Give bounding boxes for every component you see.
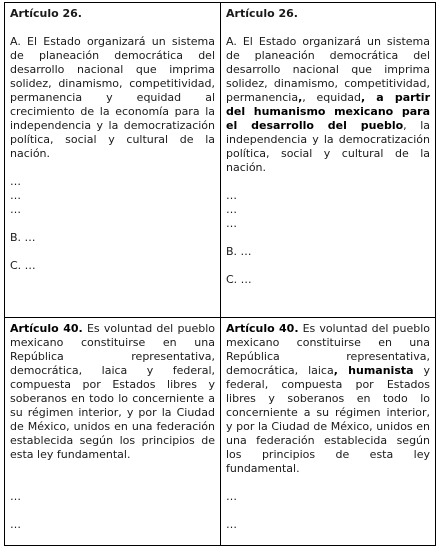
article-40-current-cell xyxy=(5,318,221,545)
article-26-para-a-right-text-3: , la independencia y la democratización política, social y cultural de la nación. xyxy=(226,119,430,174)
article-26-para-a-left: A. El Estado organizará un sistema de planeación democrática del desarrollo nacional que imprima solidez, dinamismo, competitividad, permanencia y equidad al crecimiento de la economía para la independencia y la democratización política, social y cultural de la nación. xyxy=(10,35,215,160)
article-40-added-text: , humanista xyxy=(333,364,414,377)
article-26-added-text: , a partir del humanismo mexicano para el desarrollo del pueblo xyxy=(226,91,430,132)
ellipsis-line: … xyxy=(226,203,237,216)
comma-bold: , xyxy=(298,91,303,104)
ellipsis-line: … xyxy=(226,518,237,531)
ellipsis-line: … xyxy=(226,217,237,230)
article-26-proposed-cell xyxy=(221,3,435,318)
article-26-heading-left: Artículo 26. xyxy=(10,7,82,20)
article-26-heading-right: Artículo 26. xyxy=(226,7,298,20)
article-40-proposed-cell xyxy=(221,318,435,545)
article-26-para-c-right: C. … xyxy=(226,273,252,286)
article-26-para-a-right-text-1: A. El Estado organizará un sistema de planeación democrática del desarrollo nacional que imprima solidez, dinamismo, competitividad, permanencia xyxy=(226,35,430,104)
ellipsis-line: … xyxy=(226,490,237,503)
ellipsis-line: … xyxy=(10,189,21,202)
article-40-text-right-2: y federal, compuesta por Estados libres y soberanos en todo lo concerniente a su régimen interior, y por la Ciudad de México, unidos en una federación establecida según los principios de esta ley fundamental. xyxy=(226,364,430,475)
ellipsis-line: … xyxy=(226,189,237,202)
article-26-para-b-right: B. … xyxy=(226,245,252,258)
article-26-current-cell xyxy=(5,3,221,318)
article-26-para-b-left: B. … xyxy=(10,231,36,244)
article-40-body-right xyxy=(226,322,430,476)
article-26-para-a-right-text-2: , equidad xyxy=(302,91,362,104)
ellipsis-line: … xyxy=(10,203,21,216)
article-26-para-c-left: C. … xyxy=(10,259,36,272)
article-40-text-left: Es voluntad del pueblo mexicano constituirse en una República representativa, democrática, laica y federal, compuesta por Estados libres y soberanos en todo lo concerniente a su régimen interior, y por la Ciudad de México, unidos en una federación establecida según los principios de esta ley fundamental. xyxy=(10,322,215,461)
article-40-heading-right: Artículo 40. xyxy=(226,322,299,335)
ellipsis-line: … xyxy=(10,518,21,531)
article-40-body-left xyxy=(10,322,215,462)
comparison-table xyxy=(4,2,436,546)
article-40-heading-left: Artículo 40. xyxy=(10,322,83,335)
ellipsis-line: … xyxy=(10,175,21,188)
article-40-text-right-1: Es voluntad del pueblo mexicano constituirse en una República representativa, democrática, laica xyxy=(226,322,430,377)
ellipsis-line: … xyxy=(10,490,21,503)
article-26-para-a-right xyxy=(226,35,430,175)
